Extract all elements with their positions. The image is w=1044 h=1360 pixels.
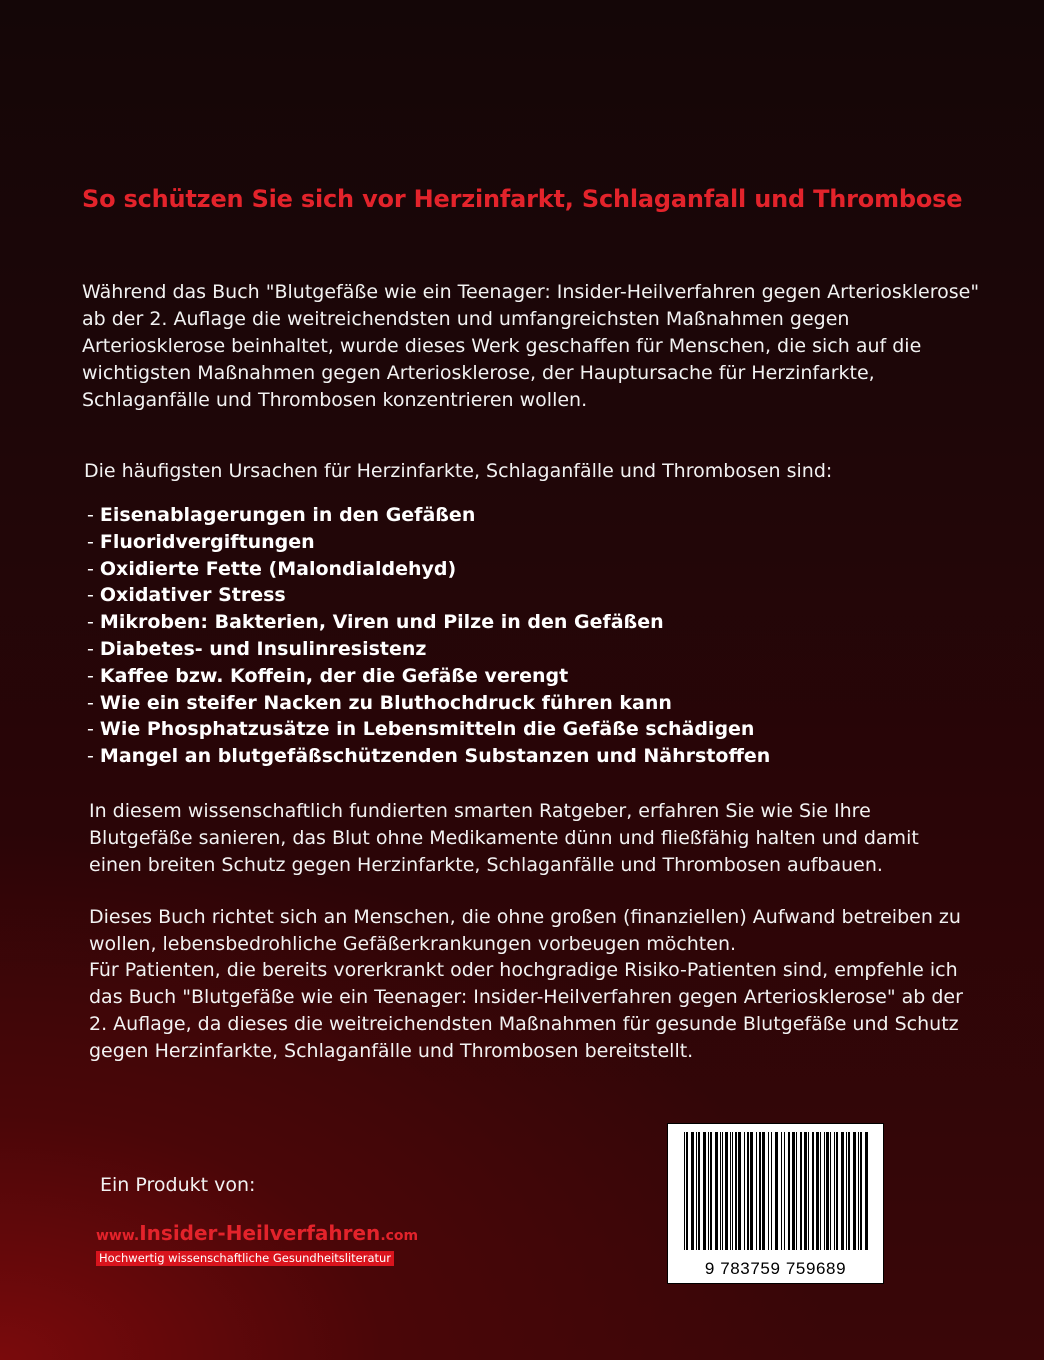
barcode-bar <box>796 1132 797 1250</box>
publisher-logo <box>96 1221 419 1266</box>
barcode-bar <box>812 1132 814 1250</box>
barcode-bar <box>800 1132 802 1250</box>
barcode-bar <box>725 1132 728 1250</box>
barcode-bar <box>860 1132 862 1250</box>
barcode-bar <box>684 1132 685 1250</box>
barcode-bar <box>846 1132 847 1250</box>
barcode-bar <box>808 1132 809 1250</box>
barcode-bar <box>696 1132 697 1250</box>
barcode-bar <box>830 1132 831 1250</box>
publisher-url: www.Insider-Heilverfahren.com <box>96 1221 419 1245</box>
list-item: - Wie Phosphatzusätze in Lebensmitteln die Gefäße schädigen <box>87 718 755 741</box>
guide-paragraph: In diesem wissenschaftlich fundierten smarten Ratgeber, erfahren Sie wie Sie Ihre Blutgefäße sanieren, das Blut ohne Medikamente dünn und fließfähig halten und damit einen breiten Schutz gegen Herzinfarkte, Schlaganfälle und Thrombosen aufbauen. <box>89 800 919 876</box>
barcode-bar <box>834 1132 835 1250</box>
barcode-bar <box>826 1132 829 1250</box>
list-item: - Diabetes- und Insulinresistenz <box>87 637 427 660</box>
barcode-bar <box>710 1132 712 1250</box>
barcode-bar <box>853 1132 856 1250</box>
list-item: - Kaffee bzw. Koffein, der die Gefäße verengt <box>87 664 569 687</box>
barcode-bar <box>750 1132 753 1250</box>
barcode-bar <box>824 1132 825 1250</box>
barcode-bar <box>691 1132 694 1250</box>
barcode-bar <box>703 1132 706 1250</box>
barcode-bar <box>698 1132 700 1250</box>
barcode-bar <box>771 1132 772 1250</box>
barcode-bar <box>708 1132 709 1250</box>
barcode-bar <box>841 1132 844 1250</box>
list-item: - Wie ein steifer Nacken zu Bluthochdruck führen kann <box>87 691 672 714</box>
causes-intro: Die häufigsten Ursachen für Herzinfarkte, Schlaganfälle und Thrombosen sind: <box>84 460 833 482</box>
barcode-bar <box>865 1132 868 1250</box>
barcode-bar <box>756 1132 757 1250</box>
list-item: - Mikroben: Bakterien, Viren und Pilze in den Gefäßen <box>87 611 664 634</box>
isbn-digits: 9 783759 759689 <box>704 1259 847 1278</box>
list-item: - Oxidativer Stress <box>87 584 286 607</box>
barcode-bar <box>816 1132 819 1250</box>
barcode-bar <box>820 1132 821 1250</box>
barcode-bar <box>792 1132 795 1250</box>
list-item: - Oxidierte Fette (Malondialdehyd) <box>87 557 457 580</box>
barcode-bar <box>781 1132 782 1250</box>
barcode-bar <box>759 1132 761 1250</box>
barcode-bar <box>730 1132 731 1250</box>
list-item: - Mangel an blutgefäßschützenden Substanzen und Nährstoffen <box>87 745 771 768</box>
patients-paragraph: Für Patienten, die bereits vorerkrankt oder hochgradige Risiko-Patienten sind, empfehle ich das Buch "Blutgefäße wie ein Teenager: Insider-Heilverfahren gegen Arteriosklerose" ab der 2. Auflage, da dieses die weitreichendsten Maßnahmen für gesunde Blutgefäße und Schutz gegen Herzinfarkte, Schlaganfälle und Thrombosen bereitstellt. <box>89 959 963 1062</box>
publisher-tagline: Hochwertig wissenschaftliche Gesundheitsliteratur <box>96 1251 394 1266</box>
barcode-bar <box>722 1132 723 1250</box>
intro-paragraph: Während das Buch "Blutgefäße wie ein Teenager: Insider-Heilverfahren gegen Arteriosklerose" ab der 2. Auflage die weitreichendsten und umfangreichsten Maßnahmen gegen Arteriosklerose beinhaltet, wurde dieses Werk geschaffen für Menschen, die sich auf die wichtigsten Maßnahmen gegen Arteriosklerose, der Hauptursache für Herzinfarkte, Schlaganfälle und Thrombosen konzentrieren wollen. <box>82 281 980 411</box>
barcode-bar <box>836 1132 838 1250</box>
product-label: Ein Produkt von: <box>100 1174 256 1196</box>
barcode-bar <box>738 1132 741 1250</box>
audience-paragraph: Dieses Buch richtet sich an Menschen, die ohne großen (finanziellen) Aufwand betreiben zu wollen, lebensbedrohliche Gefäßerkrankungen vorbeugen möchten. <box>89 906 961 955</box>
list-item: - Eisenablagerungen in den Gefäßen <box>87 504 476 526</box>
barcode-bar <box>784 1132 785 1250</box>
barcode-bar <box>848 1132 850 1250</box>
barcode-bar <box>732 1132 733 1250</box>
barcode-bar <box>686 1132 688 1250</box>
barcode-bar <box>768 1132 769 1250</box>
barcode-bar <box>715 1132 718 1250</box>
barcode-bar <box>788 1132 790 1250</box>
barcode-bar <box>762 1132 765 1250</box>
list-item: - Fluoridvergiftungen <box>87 530 315 553</box>
barcode-bar <box>744 1132 745 1250</box>
barcode-bar <box>720 1132 721 1250</box>
barcode-bar <box>747 1132 749 1250</box>
isbn-barcode <box>667 1123 884 1284</box>
barcode-bar <box>858 1132 859 1250</box>
causes-list <box>87 502 770 770</box>
barcode-bar <box>775 1132 778 1250</box>
barcode-bar <box>804 1132 807 1250</box>
cover-headline: So schützen Sie sich vor Herzinfarkt, Schlaganfall und Thrombose <box>82 185 963 213</box>
barcode-bar <box>735 1132 737 1250</box>
